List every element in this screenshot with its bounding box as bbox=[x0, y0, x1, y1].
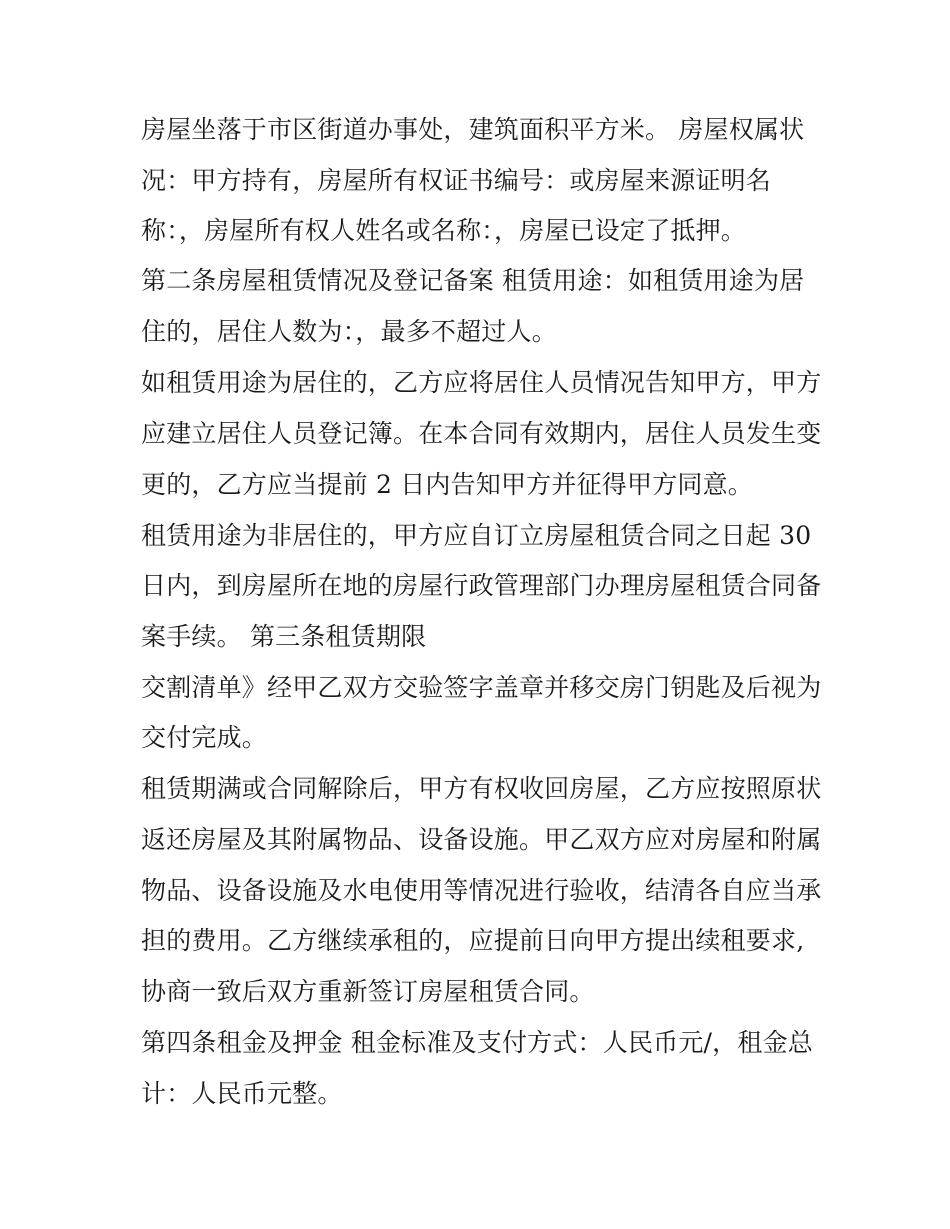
text-line: 应建立居住人员登记簿。在本合同有效期内，居住人员发生变 bbox=[141, 419, 822, 448]
text-line: 房屋坐落于市区街道办事处，建筑面积平方米。 房屋权属状 bbox=[141, 115, 805, 144]
text-line: 返还房屋及其附属物品、设备设施。甲乙双方应对房屋和附属 bbox=[141, 825, 822, 854]
text-line: 计：人民币元整。 bbox=[141, 1079, 343, 1108]
text-line: 租赁期满或合同解除后，甲方有权收回房屋，乙方应按照原状 bbox=[141, 774, 822, 803]
text-line: 住的，居住人数为：，最多不超过人。 bbox=[141, 317, 557, 346]
text-line: 第四条租金及押金 租金标准及支付方式：人民币元/，租金总 bbox=[141, 1028, 813, 1057]
text-line: 更的，乙方应当提前 2 日内告知甲方并征得甲方同意。 bbox=[141, 470, 754, 499]
text-line: 物品、设备设施及水电使用等情况进行验收，结清各自应当承 bbox=[141, 876, 822, 905]
text-line: 案手续。 第三条租赁期限 bbox=[141, 622, 427, 651]
text-line: 日内，到房屋所在地的房屋行政管理部门办理房屋租赁合同备 bbox=[141, 571, 822, 600]
text-line: 第二条房屋租赁情况及登记备案 租赁用途：如租赁用途为居 bbox=[141, 266, 805, 295]
text-line: 交付完成。 bbox=[141, 723, 268, 752]
text-line: 担的费用。乙方继续承租的，应提前日向甲方提出续租要求, bbox=[141, 926, 805, 955]
text-line: 如租赁用途为居住的，乙方应将居住人员情况告知甲方，甲方 bbox=[141, 368, 822, 397]
text-line: 协商一致后双方重新签订房屋租赁合同。 bbox=[141, 977, 595, 1006]
text-line: 况：甲方持有，房屋所有权证书编号：或房屋来源证明名 bbox=[141, 166, 772, 195]
text-line: 交割清单》经甲乙双方交验签字盖章并移交房门钥匙及后视为 bbox=[141, 673, 822, 702]
text-line: 称：，房屋所有权人姓名或名称：，房屋已设定了抵押。 bbox=[141, 216, 747, 245]
text-line: 租赁用途为非居住的，甲方应自订立房屋租赁合同之日起 30 bbox=[141, 521, 812, 550]
